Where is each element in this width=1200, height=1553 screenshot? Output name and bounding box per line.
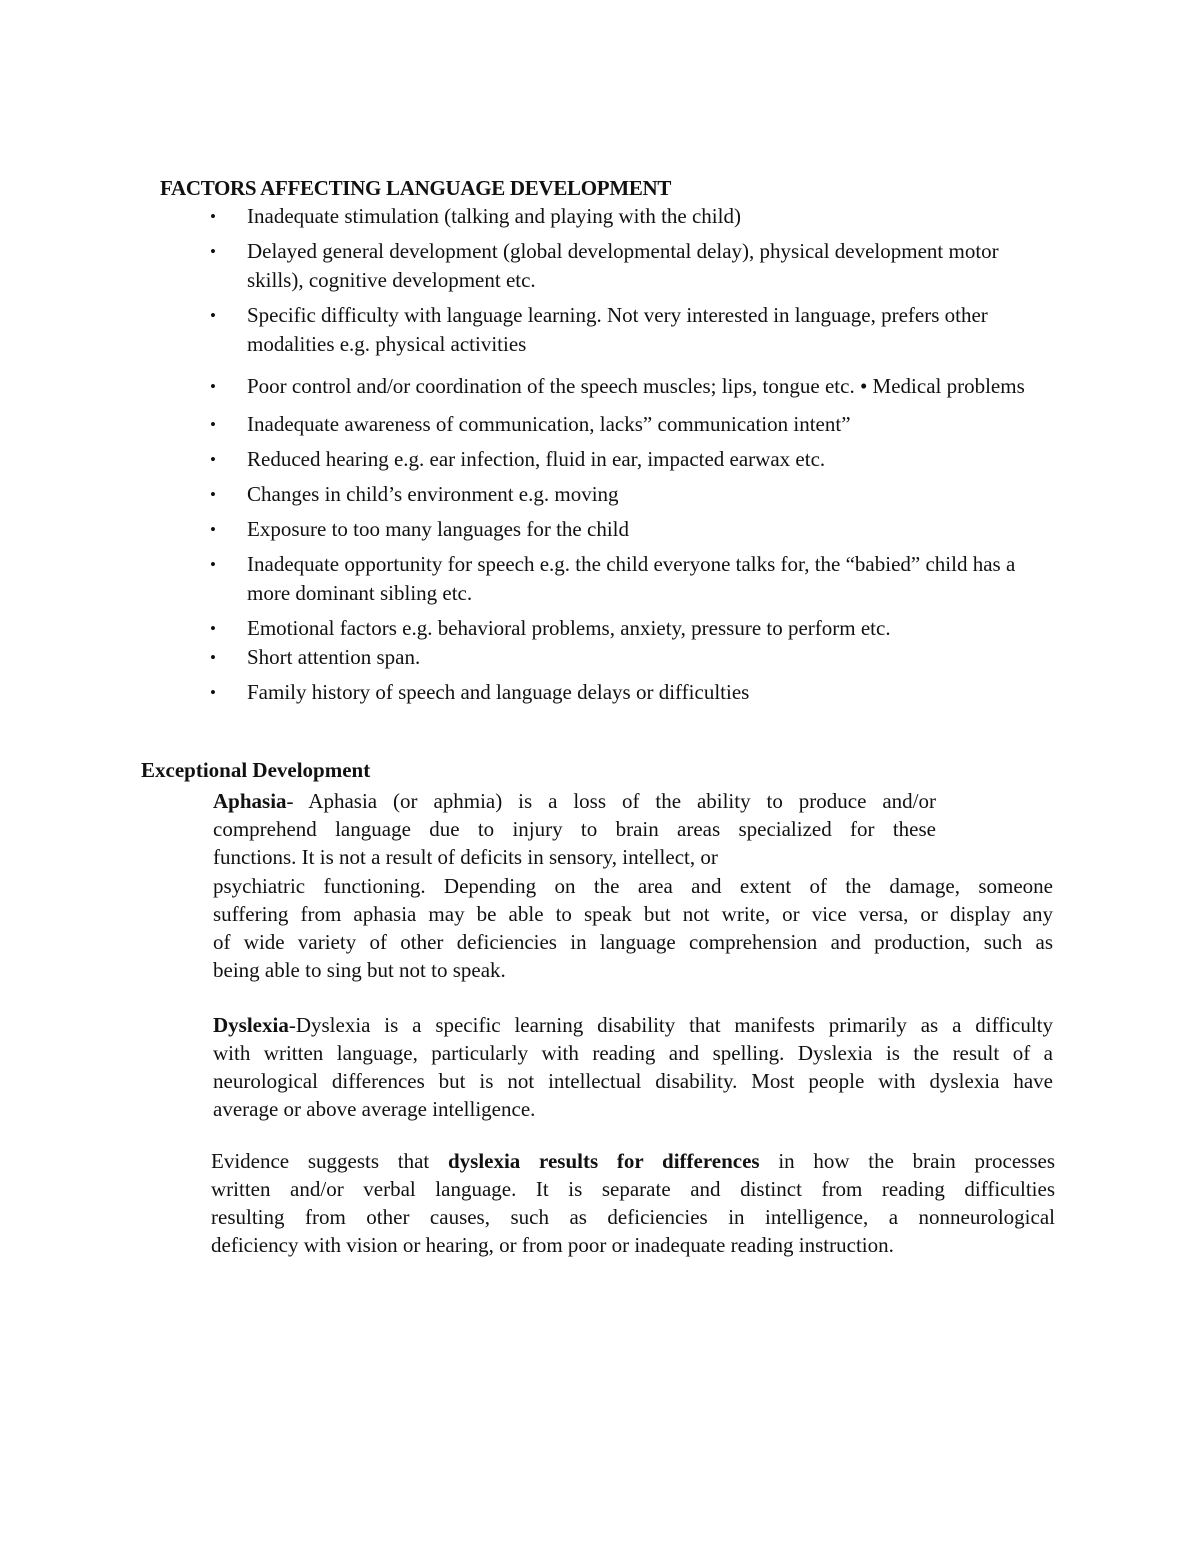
list-item — [210, 369, 1050, 404]
list-item-text: Specific difficulty with language learning. Not very interested in language, prefers other modalities e.g. physical activities — [247, 303, 988, 356]
evidence-line: resulting from other causes, such as deficiencies in intelligence, a nonneurological — [211, 1205, 1055, 1229]
aphasia-paragraph-intro — [213, 787, 936, 871]
list-item — [210, 237, 1050, 295]
factors-list — [210, 202, 1050, 707]
list-item — [210, 202, 1050, 231]
bullet-icon: • — [210, 683, 216, 702]
bullet-icon: • — [210, 306, 216, 325]
list-item — [210, 614, 1050, 643]
evidence-line: written and/or verbal language. It is separate and distinct from reading difficulties — [211, 1177, 1055, 1201]
aphasia-line: being able to sing but not to speak. — [213, 958, 506, 982]
aphasia-line: Aphasia- Aphasia (or aphmia) is a loss of the ability to produce and/or — [213, 789, 936, 813]
bullet-icon: • — [210, 242, 216, 261]
dyslexia-line: neurological differences but is not intellectual disability. Most people with dyslexia have — [213, 1069, 1053, 1093]
dyslexia-line: Dyslexia-Dyslexia is a specific learning disability that manifests primarily as a difficulty — [213, 1013, 1053, 1037]
list-item-text: Reduced hearing e.g. ear infection, fluid in ear, impacted earwax etc. — [247, 447, 826, 471]
dyslexia-term: Dyslexia — [213, 1013, 289, 1037]
aphasia-line: comprehend language due to injury to brain areas specialized for these — [213, 817, 936, 841]
bullet-icon: • — [210, 485, 216, 504]
list-item — [210, 515, 1050, 544]
bullet-icon: • — [210, 450, 216, 469]
aphasia-line: of wide variety of other deficiencies in language comprehension and production, such as — [213, 930, 1053, 954]
evidence-paragraph — [211, 1147, 1055, 1259]
aphasia-line: suffering from aphasia may be able to speak but not write, or vice versa, or display any — [213, 902, 1053, 926]
aphasia-term: Aphasia — [213, 789, 287, 813]
bullet-icon: • — [210, 555, 216, 574]
list-item-text: Short attention span. — [247, 645, 421, 669]
section-heading-factors: FACTORS AFFECTING LANGUAGE DEVELOPMENT — [160, 176, 672, 200]
bullet-icon: • — [210, 207, 216, 226]
list-item — [210, 480, 1050, 509]
list-item-text: Inadequate opportunity for speech e.g. the child everyone talks for, the “babied” child has a more dominant sibling etc. — [247, 552, 1016, 605]
bullet-icon: • — [210, 648, 216, 667]
dyslexia-paragraph — [213, 1011, 1053, 1123]
list-item — [210, 550, 1050, 608]
list-item-text: Family history of speech and language delays or difficulties — [247, 680, 750, 704]
list-item-text: Changes in child’s environment e.g. moving — [247, 482, 619, 506]
bullet-icon: • — [210, 415, 216, 434]
section-heading-exceptional: Exceptional Development — [141, 758, 371, 782]
list-item — [210, 301, 1050, 359]
aphasia-paragraph-body — [213, 872, 1053, 984]
list-item-text: Inadequate awareness of communication, lacks” communication intent” — [247, 412, 851, 436]
list-item — [210, 678, 1050, 707]
list-item-text: Inadequate stimulation (talking and playing with the child) — [247, 204, 741, 228]
list-item — [210, 643, 1050, 672]
evidence-emphasis: dyslexia results for differences — [447, 1149, 760, 1173]
bullet-icon: • — [210, 377, 216, 396]
dyslexia-line: average or above average intelligence. — [213, 1097, 536, 1121]
list-item-text: Exposure to too many languages for the child — [247, 517, 629, 541]
list-item-text: Emotional factors e.g. behavioral problems, anxiety, pressure to perform etc. — [247, 616, 891, 640]
aphasia-line: psychiatric functioning. Depending on the area and extent of the damage, someone — [213, 874, 1053, 898]
evidence-line: deficiency with vision or hearing, or from poor or inadequate reading instruction. — [211, 1233, 894, 1257]
list-item — [210, 410, 1050, 439]
bullet-icon: • — [210, 619, 216, 638]
list-item-text: Delayed general development (global developmental delay), physical development motor skills), cognitive development etc. — [247, 239, 999, 292]
list-item-text: Poor control and/or coordination of the speech muscles; lips, tongue etc. • Medical problems — [247, 374, 1025, 398]
list-item — [210, 445, 1050, 474]
dyslexia-line: with written language, particularly with reading and spelling. Dyslexia is the result of a — [213, 1041, 1053, 1065]
aphasia-line: functions. It is not a result of deficits in sensory, intellect, or — [213, 845, 718, 869]
evidence-line: Evidence suggests that dyslexia results for differences in how the brain processes — [211, 1149, 1056, 1173]
bullet-icon: • — [210, 520, 216, 539]
